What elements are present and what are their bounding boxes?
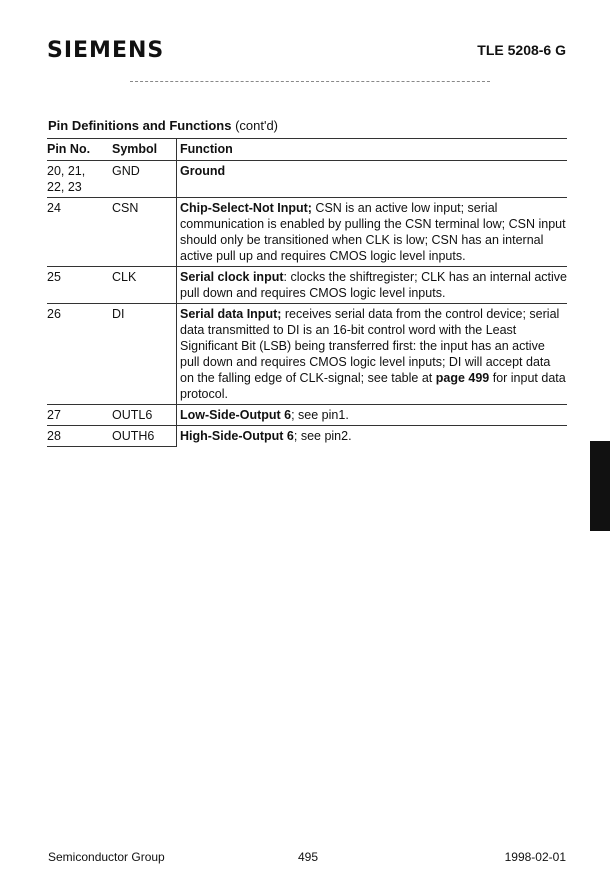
footer-company: Semiconductor Group: [48, 850, 165, 864]
function-text: for input data protocol.: [180, 371, 566, 401]
symbol-cell: OUTL6: [112, 408, 153, 422]
pin-table: [47, 138, 567, 447]
function-name: Ground: [180, 164, 226, 178]
function-text: ; see pin1.: [291, 408, 349, 422]
table-row: [47, 267, 567, 304]
function-text: receives serial data from the control device; serial data transmitted to DI is an 16-bit control word with the Least Significant Bit (LSB) being transferred first: the input has an active pull down and requires CMOS logic level inputs; DI will accept data on the falling edge of CLK-signal; see table at: [180, 307, 560, 385]
header-rule: [130, 81, 490, 82]
pin-number: 26: [47, 307, 61, 321]
symbol-cell: CSN: [112, 201, 139, 215]
side-thumb-tab: [590, 441, 610, 531]
symbol-cell: DI: [112, 307, 125, 321]
table-row: [47, 304, 567, 405]
table-row: [47, 405, 567, 426]
function-cell: [176, 198, 567, 266]
section-title-main: Pin Definitions and Functions: [48, 118, 232, 133]
pin-number: 24: [47, 201, 61, 215]
function-name: Serial data Input;: [180, 307, 282, 321]
footer-page-number: 495: [298, 850, 319, 864]
pin-number: 20, 21,: [47, 164, 86, 178]
pin-cell: [47, 304, 112, 404]
part-number: TLE 5208-6 G: [477, 42, 566, 58]
function-name: Serial clock input: [180, 270, 284, 284]
function-cell: [176, 426, 567, 447]
table-header-row: [47, 139, 567, 161]
pin-cell: [47, 161, 112, 197]
function-text: ; see pin2.: [293, 429, 352, 443]
section-title: [48, 118, 278, 133]
symbol-cell: CLK: [112, 270, 137, 284]
column-header-function: Function: [176, 139, 567, 160]
section-title-suffix: (cont'd): [231, 118, 279, 133]
brand-logo: SIEMENS: [47, 38, 165, 63]
function-name: Low-Side-Output 6: [180, 408, 292, 422]
pin-number: 27: [47, 408, 61, 422]
table-row: [47, 161, 567, 198]
column-header-symbol: Symbol: [112, 142, 158, 156]
function-text: : clocks the shiftregister; CLK has an internal active pull down and requires CMOS logic level inputs.: [180, 270, 567, 300]
pin-cell: [47, 405, 112, 425]
footer-date: 1998-02-01: [504, 850, 566, 864]
function-cell: [176, 304, 567, 404]
symbol-cell: GND: [112, 164, 140, 178]
function-name: Chip-Select-Not Input;: [180, 201, 312, 215]
pin-number: 22, 23: [47, 180, 82, 194]
function-cell: [176, 161, 567, 197]
page-reference: page 499: [435, 371, 490, 385]
pin-number: 25: [47, 270, 61, 284]
pin-number: 28: [47, 429, 61, 443]
table-row: [47, 198, 567, 267]
function-cell: [176, 267, 567, 303]
function-name: High-Side-Output 6: [180, 429, 294, 443]
pin-cell: [47, 426, 112, 447]
column-header-pin: Pin No.: [47, 142, 91, 156]
function-text: CSN is an active low input; serial communication is enabled by pulling the CSN terminal low; CSN input should only be transitioned when CLK is low; CSN has an internal active pull up and requires CMOS logic level inputs.: [180, 201, 566, 263]
pin-cell: [47, 267, 112, 303]
pin-cell: [47, 198, 112, 266]
symbol-cell: OUTH6: [112, 426, 176, 447]
table-row: [47, 426, 567, 447]
function-cell: [176, 405, 567, 425]
